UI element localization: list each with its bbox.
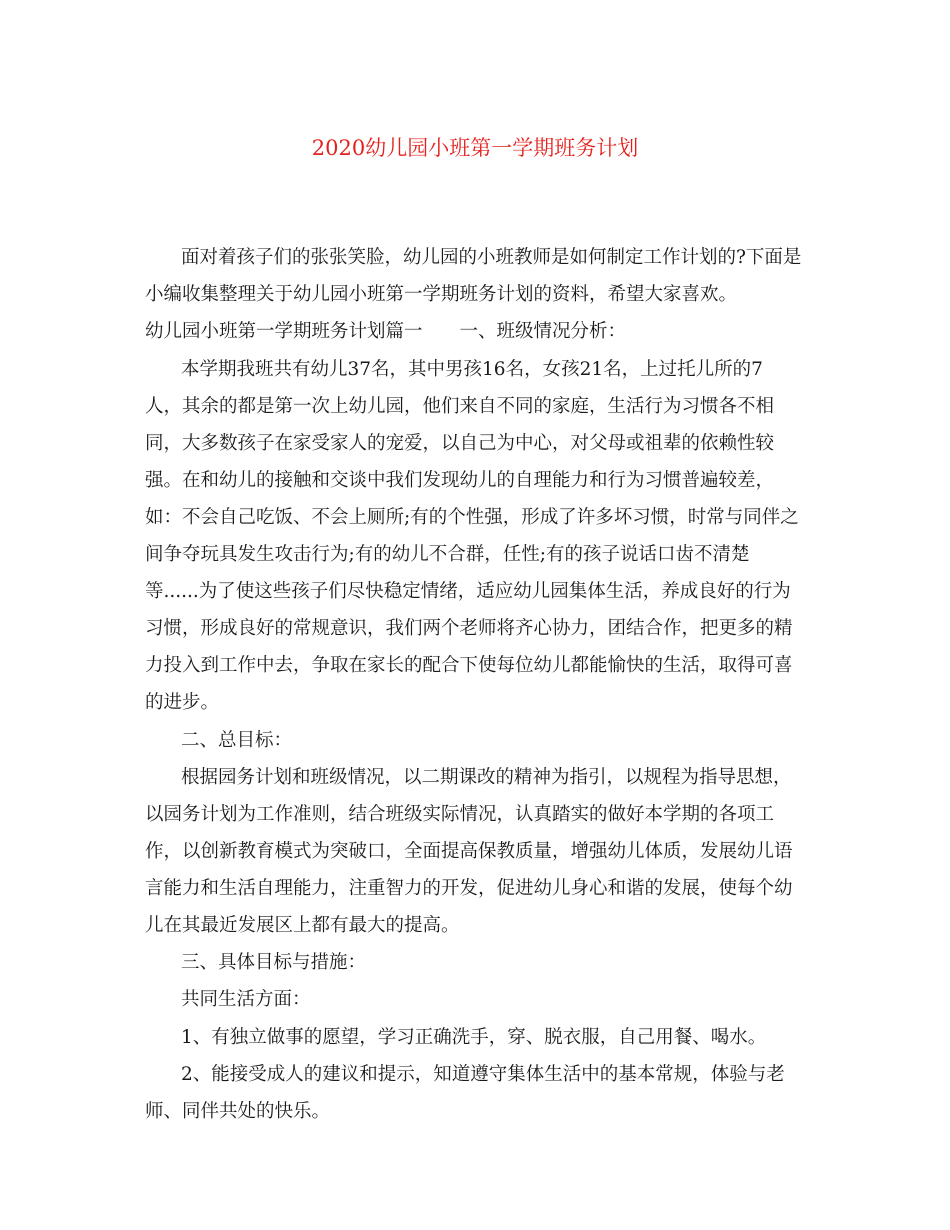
subsection-heading: 共同生活方面：: [181, 989, 311, 1010]
text-line: 同，大多数孩子在家受家人的宠爱，以自己为中心，对父母或祖辈的依赖性较: [145, 433, 775, 454]
text-line: 如：不会自己吃饭、不会上厕所;有的个性强，形成了许多坏习惯，时常与同伴之: [145, 507, 799, 528]
text-line: 儿在其最近发展区上都有最大的提高。: [145, 915, 460, 936]
text-line: 的进步。: [145, 692, 220, 713]
text-line: 小编收集整理关于幼儿园小班第一学期班务计划的资料，希望大家喜欢。: [145, 284, 738, 305]
text-line: 幼儿园小班第一学期班务计划篇一 一、班级情况分析：: [145, 321, 627, 342]
text-line: 习惯，形成良好的常规意识，我们两个老师将齐心协力，团结合作，把更多的精: [145, 618, 793, 639]
text-line: 以园务计划为工作准则，结合班级实际情况，认真踏实的做好本学期的各项工: [145, 804, 775, 825]
text-line: 本学期我班共有幼儿37名，其中男孩16名，女孩21名，上过托儿所的7: [181, 359, 763, 380]
section-heading: 二、总目标：: [181, 730, 293, 751]
text-line: 师、同伴共处的快乐。: [145, 1101, 331, 1122]
text-line: 力投入到工作中去，争取在家长的配合下使每位幼儿都能愉快的生活，取得可喜: [145, 655, 793, 676]
text-line: 人，其余的都是第一次上幼儿园，他们来自不同的家庭，生活行为习惯各不相: [145, 396, 775, 417]
text-line: 根据园务计划和班级情况，以二期课改的精神为指引，以规程为指导思想，: [181, 767, 792, 788]
text-line: 等......为了使这些孩子们尽快稳定情绪，适应幼儿园集体生活，养成良好的行为: [145, 581, 791, 602]
text-line: 面对着孩子们的张张笑脸，幼儿园的小班教师是如何制定工作计划的?下面是: [181, 247, 802, 268]
list-item: 2、能接受成人的建议和提示，知道遵守集体生活中的基本常规，体验与老: [181, 1064, 785, 1085]
document-title: 2020幼儿园小班第一学期班务计划: [311, 136, 639, 160]
list-item: 1、有独立做事的愿望，学习正确洗手，穿、脱衣服，自己用餐、喝水。: [181, 1027, 767, 1048]
text-line: 言能力和生活自理能力，注重智力的开发，促进幼儿身心和谐的发展，使每个幼: [145, 878, 793, 899]
text-line: 作，以创新教育模式为突破口，全面提高保教质量，增强幼儿体质，发展幼儿语: [145, 841, 793, 862]
text-line: 间争夺玩具发生攻击行为;有的幼儿不合群，任性;有的孩子说话口齿不清楚: [145, 544, 750, 565]
section-heading: 三、具体目标与措施：: [181, 952, 367, 973]
text-line: 强。在和幼儿的接触和交谈中我们发现幼儿的自理能力和行为习惯普遍较差，: [145, 470, 775, 491]
